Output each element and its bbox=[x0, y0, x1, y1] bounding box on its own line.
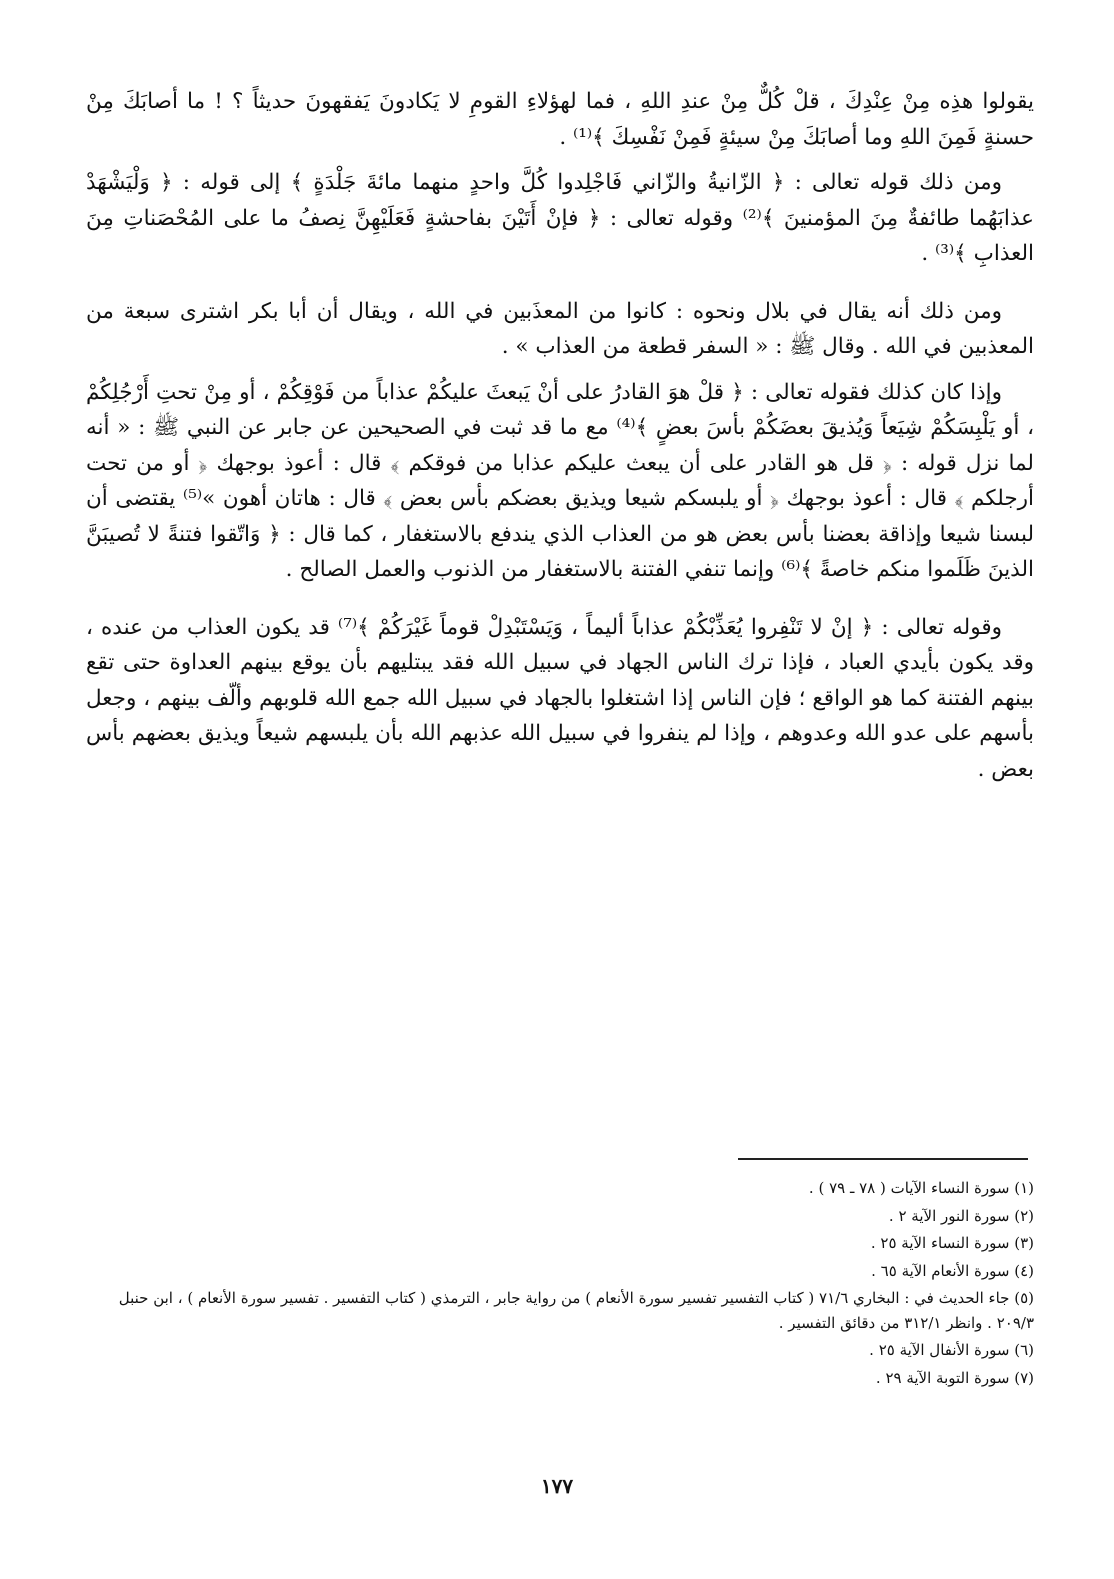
footnote-7: (٧) سورة التوبة الآية ٢٩ . bbox=[875, 1368, 1034, 1387]
page-number: ١٧٧ bbox=[540, 1474, 574, 1498]
footnote-3: (٣) سورة النساء الآية ٢٥ . bbox=[870, 1234, 1034, 1252]
main-text bbox=[86, 84, 1034, 809]
paragraph-jihad: وقوله تعالى : ﴿ إنْ لا تَنْفِروا يُعَذِّبْكُمْ عذاباً أليماً ، وَيَسْتَبْدِلْ قوماً غَيْرَكُمْ ﴾⁽⁷⁾ قد يكون العذاب من عنده ، وقد يكون بأيدي العباد ، فإذا ترك الناس الجهاد في سبيل الله فقد يبتليهم بأن يوقع بينهم العداوة حتى تقع بينهم الفتنة كما هو الواقع ؛ فإن الناس إذا اشتغلوا بالجهاد في سبيل الله جمع الله قلوبهم وألّف بينهم ، وجعل بأسهم على عدو الله وعدوهم ، وإذا لم ينفروا في سبيل الله عذبهم الله بأن يلبسهم شيعاً ويذيق بعضهم بأس بعض . bbox=[86, 614, 1034, 782]
footnote-5: (٥) جاء الحديث في : البخاري ٧١/٦ ( كتاب التفسير تفسير سورة الأنعام ) من رواية جابر ، الترمذي ( كتاب التفسير . تفسير سورة الأنعام ) ، ابن حنبل ٢٠٩/٣ . وانظر ٣١٢/١ من دقائق التفسير . bbox=[118, 1289, 1034, 1332]
footnote-6: (٦) سورة الأنفال الآية ٢٥ . bbox=[869, 1341, 1034, 1359]
paragraph-quran-continuation: يقولوا هذِه مِنْ عِنْدِكَ ، قلْ كُلٌّ مِنْ عندِ اللهِ ، فما لهؤلاءِ القومِ لا يَكادونَ يَفقهونَ حديثاً ؟ ! ما أصابَكَ مِنْ حسنةٍ فَمِنَ اللهِ وما أصابَكَ مِنْ سيئةٍ فَمِنْ نَفْسِكَ ﴾⁽¹⁾ . bbox=[86, 89, 1034, 150]
paragraph-anam-verse: وإذا كان كذلك فقوله تعالى : ﴿ قلْ هوَ القادرُ على أنْ يَبعثَ عليكُمْ عذاباً من فَوْقِكُمْ ، أو مِنْ تحتِ أَرْجُلِكُمْ ، أو يَلْبِسَكُمْ شِيَعاً وَيُذيقَ بعضَكُمْ بأسَ بعضٍ ﴾⁽⁴⁾ مع ما قد ثبت في الصحيحين عن جابر عن النبي ﷺ : « أنه لما نزل قوله : ﴿ قل هو القادر على أن يبعث عليكم عذابا من فوقكم ﴾ قال : أعوذ بوجهك ﴿ أو من تحت أرجلكم ﴾ قال : أعوذ بوجهك ﴿ أو يلبسكم شيعا ويذيق بعضكم بأس بعض ﴾ قال : هاتان أهون »⁽⁵⁾ يقتضى أن لبسنا شيعا وإذاقة بعضنا بأس بعض هو من العذاب الذي يندفع بالاستغفار ، كما قال : ﴿ وَاتّقوا فتنةً لا تُصيبَنَّ الذينَ ظَلَموا منكم خاصةً ﴾⁽⁶⁾ وإنما تنفي الفتنة بالاستغفار من الذنوب والعمل الصالح . bbox=[86, 379, 1035, 582]
paragraph-zina-verse: ومن ذلك قوله تعالى : ﴿ الزّانيةُ والزّاني فَاجْلِدوا كُلَّ واحدٍ منهما مائةَ جَلْدَةٍ ﴾ إلى قوله : ﴿ وَلْيَشْهَدْ عذابَهُما طائفةٌ مِنَ المؤمنينَ ﴾⁽²⁾ وقوله تعالى : ﴿ فإنْ أَتَيْنَ بفاحشةٍ فَعَلَيْهِنَّ نِصفُ ما على المُحْصَناتِ مِنَ العذابِ ﴾⁽³⁾ . bbox=[86, 170, 1035, 266]
footnote-1: (١) سورة النساء الآيات ( ٧٨ ـ ٧٩ ) . bbox=[808, 1179, 1034, 1197]
footnote-divider bbox=[738, 1158, 1028, 1160]
footnote-2: (٢) سورة النور الآية ٢ . bbox=[888, 1206, 1034, 1225]
paragraph-bilal: ومن ذلك أنه يقال في بلال ونحوه : كانوا من المعذَبين في الله ، ويقال أن أبا بكر اشترى سبعة من المعذبين في الله . وقال ﷺ : « السفر قطعة من العذاب » . bbox=[86, 298, 1034, 359]
footnotes bbox=[86, 1176, 1034, 1393]
footnote-4: (٤) سورة الأنعام الآية ٦٥ . bbox=[871, 1261, 1034, 1280]
